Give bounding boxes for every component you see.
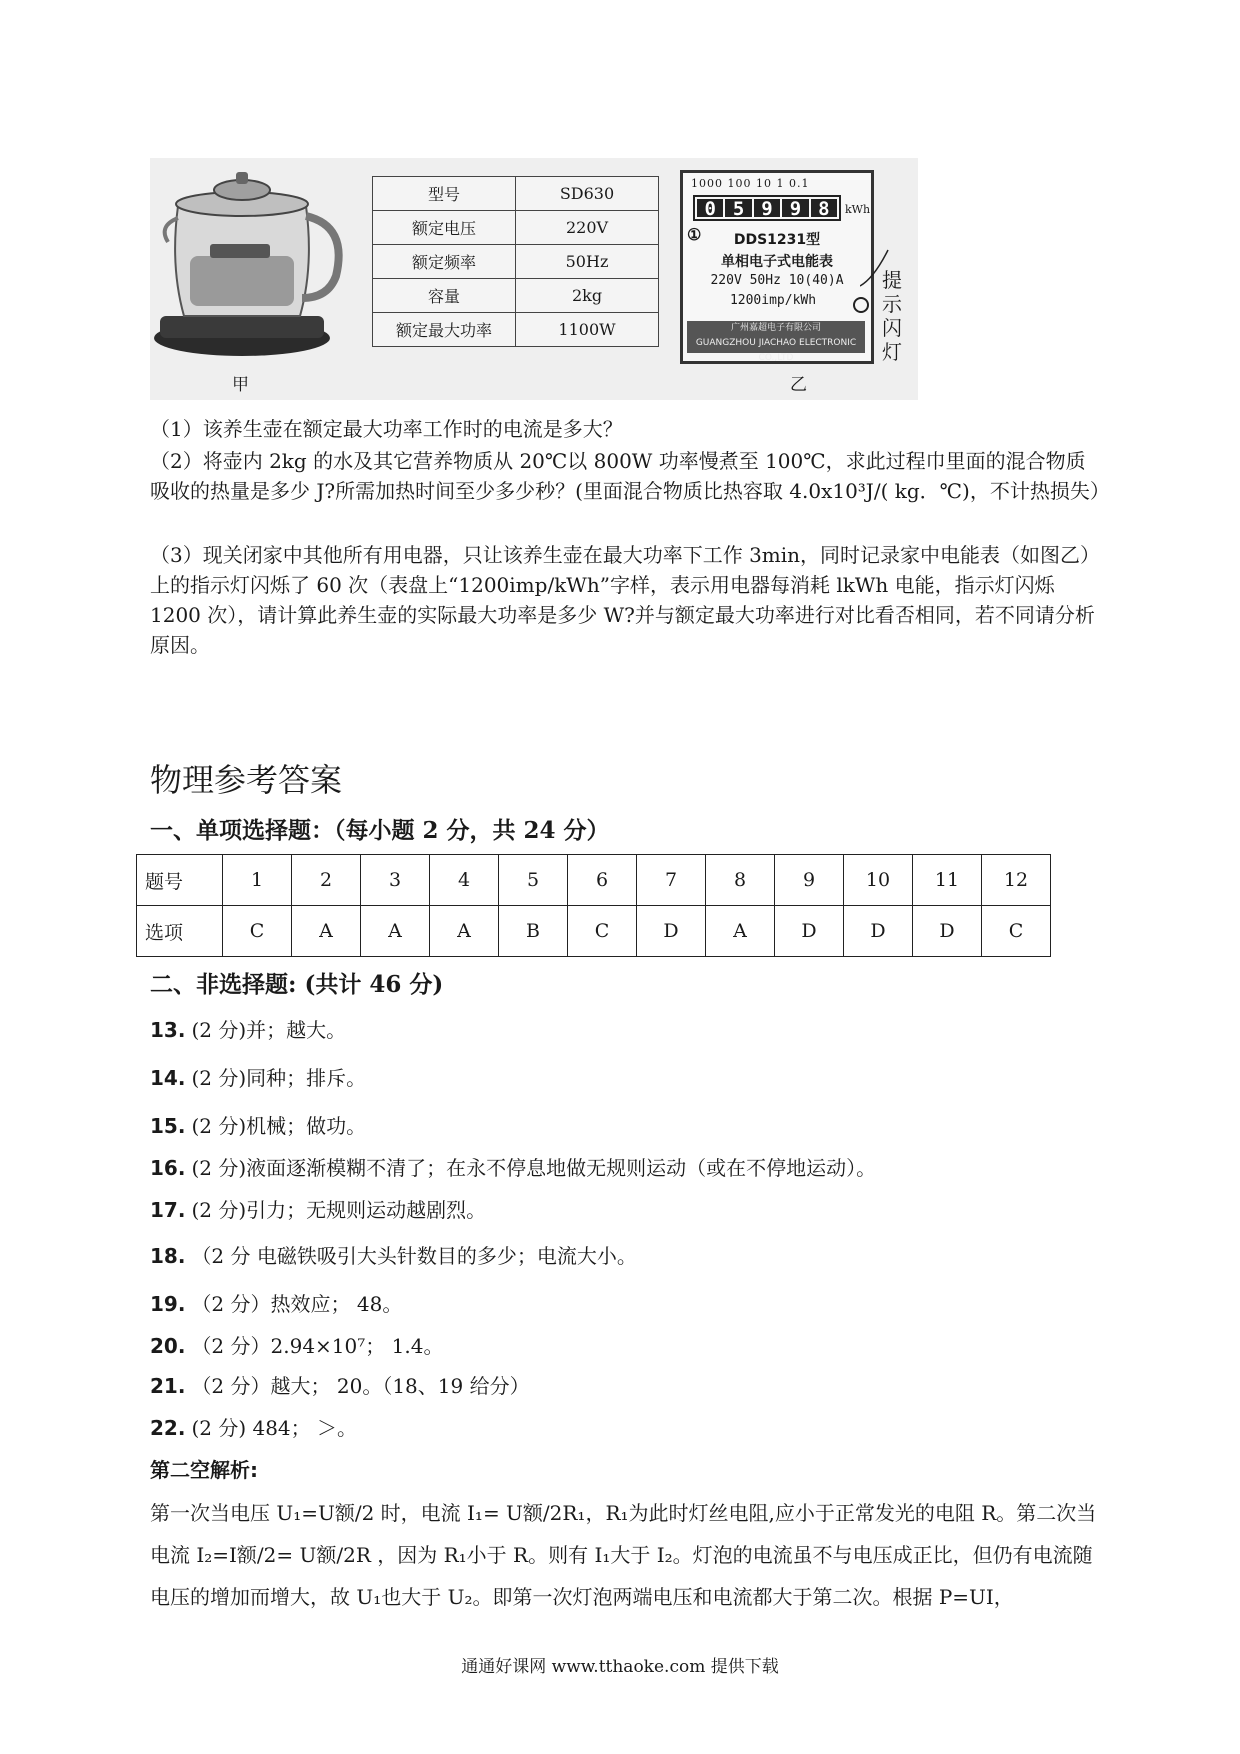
spec-value: 220V	[516, 211, 659, 245]
spec-row	[373, 313, 659, 347]
answer-text: (2 分)并；越大。	[191, 1018, 347, 1042]
answer-number: 22.	[150, 1416, 186, 1440]
question-number: 4	[430, 855, 499, 906]
question-number: 2	[292, 855, 361, 906]
answer-number: 21.	[150, 1374, 186, 1398]
answer-item	[150, 1016, 346, 1044]
answer-choice: D	[844, 906, 913, 957]
answer-choice-row	[137, 906, 1051, 957]
explanation-text: 第一次当电压 U₁=U额/2 时，电流 I₁= U额/2R₁，R₁为此时灯丝电阻,应小于正常发光的电阻 R。第二次当电流 I₂=I额/2= U额/2R ，因为 R₁小于 R。则有 I₁大于 I₂。灯泡的电流虽不与电压成正比，但仍有电流随电压的增加而增大，故 U₁也大于 U₂。即第一次灯泡两端电压和电流都大于第二次。根据 P=UI，	[150, 1501, 1097, 1609]
answer-choice: C	[568, 906, 637, 957]
answer-choice: A	[292, 906, 361, 957]
answer-text: (2 分)机械；做功。	[191, 1114, 367, 1138]
spec-value: 1100W	[516, 313, 659, 347]
meter-digit: 9	[754, 199, 780, 217]
meter-digits	[693, 195, 841, 221]
answer-number: 19.	[150, 1292, 186, 1316]
answer-choice: D	[637, 906, 706, 957]
answer-number: 20.	[150, 1334, 186, 1358]
answer-item	[150, 1154, 876, 1182]
question-number: 8	[706, 855, 775, 906]
answer-item	[150, 1372, 530, 1400]
answer-choice: D	[913, 906, 982, 957]
answer-number: 16.	[150, 1156, 186, 1180]
figure-label-yi: 乙	[790, 375, 807, 395]
question-number: 12	[982, 855, 1051, 906]
flash-lamp-label: 提示闪灯	[882, 268, 902, 364]
row-head: 选项	[137, 906, 223, 957]
answer-choice: B	[499, 906, 568, 957]
meter-maker	[687, 321, 865, 363]
spec-row	[373, 245, 659, 279]
answer-text: （2 分）2.94×10⁷； 1.4。	[191, 1334, 444, 1358]
meter-digit: 0	[697, 199, 723, 217]
page-footer: 通通好课网 www.tthaoke.com 提供下载	[461, 1657, 779, 1677]
meter-rating: 220V 50Hz 10(40)A	[710, 273, 844, 288]
answer-text: （2 分）越大； 20。（18、19 给分）	[191, 1374, 530, 1398]
answer-number: 18.	[150, 1244, 186, 1268]
question-number: 11	[913, 855, 982, 906]
question-figure	[150, 158, 918, 400]
answer-text: （2 分）热效应； 48。	[191, 1292, 403, 1316]
answer-choice: C	[223, 906, 292, 957]
spec-key: 容量	[373, 279, 516, 313]
spec-key: 额定频率	[373, 245, 516, 279]
meter-maker-en: GUANGZHOU JIACHAO ELECTRONIC CO.,LTD	[695, 338, 857, 363]
explanation-title: 第二空解析:	[150, 1458, 258, 1482]
answer-item	[150, 1196, 486, 1224]
spec-row	[373, 177, 659, 211]
spec-value: SD630	[516, 177, 659, 211]
spec-key: 额定最大功率	[373, 313, 516, 347]
meter-digit: 5	[725, 199, 751, 217]
energy-meter	[680, 170, 874, 364]
meter-maker-cn: 广州嘉超电子有限公司	[730, 323, 821, 333]
answer-table	[136, 854, 1051, 957]
meter-name: 单相电子式电能表	[721, 254, 833, 270]
answer-choice: A	[361, 906, 430, 957]
section-1-heading: 一、单项选择题：（每小题 2 分，共 24 分）	[150, 817, 610, 844]
answer-text: (2 分)同种；排斥。	[191, 1066, 367, 1090]
figure-label-jia: 甲	[232, 375, 249, 395]
answer-text: （2 分 电磁铁吸引大头针数目的多少；电流大小。	[191, 1244, 637, 1268]
answer-number: 15.	[150, 1114, 186, 1138]
meter-imp: 1200imp/kWh	[729, 293, 817, 308]
answer-choice: C	[982, 906, 1051, 957]
kettle-image	[150, 166, 350, 362]
question-number: 5	[499, 855, 568, 906]
answer-item	[150, 1332, 443, 1360]
spec-key: 型号	[373, 177, 516, 211]
meter-circle-mark: ①	[687, 225, 702, 244]
spec-key: 额定电压	[373, 211, 516, 245]
section-2-heading: 二、非选择题: (共计 46 分)	[150, 971, 444, 998]
meter-unit: kWh	[845, 203, 871, 216]
answer-text: (2 分)引力；无规则运动越剧烈。	[191, 1198, 487, 1222]
answer-number-row	[137, 855, 1051, 906]
answer-number: 17.	[150, 1198, 186, 1222]
question-2: （2）将壶内 2kg 的水及其它营养物质从 20℃以 800W 功率慢煮至 100℃，求此过程巾里面的混合物质吸收的热量是多少 J?所需加热时间至少多少秒？(里面混合物质比热容取 4.0x10³J/( kg．℃)，不计热损失）	[150, 449, 1110, 503]
question-3: （3）现关闭家中其他所有用电器，只让该养生壶在最大功率下工作 3min，同时记录家中电能表（如图乙）上的指示灯闪烁了 60 次（表盘上“1200imp/kWh”字样，表示用电器每消耗 lkWh 电能，指示灯闪烁 1200 次），请计算此养生壶的实际最大功率是多少 W?并与额定最大功率进行对比看否相同，若不同请分析原因。	[150, 543, 1095, 657]
question-number: 3	[361, 855, 430, 906]
answer-item	[150, 1242, 637, 1270]
answer-choice: A	[430, 906, 499, 957]
spec-row	[373, 211, 659, 245]
answer-item	[150, 1112, 366, 1140]
question-1: （1）该养生壶在额定最大功率工作时的电流是多大？	[150, 417, 623, 441]
answer-title: 物理参考答案	[150, 761, 343, 799]
question-number: 7	[637, 855, 706, 906]
spec-value: 2kg	[516, 279, 659, 313]
answer-text: (2 分) 484； ＞。	[191, 1416, 358, 1440]
answer-text: (2 分)液面逐渐模糊不清了；在永不停息地做无规则运动（或在不停地运动）。	[191, 1156, 877, 1180]
answer-item	[150, 1290, 402, 1318]
spec-table	[372, 176, 659, 347]
question-number: 10	[844, 855, 913, 906]
answer-choice: A	[706, 906, 775, 957]
question-number: 9	[775, 855, 844, 906]
answer-item	[150, 1414, 357, 1442]
answer-number: 13.	[150, 1018, 186, 1042]
row-head: 题号	[137, 855, 223, 906]
answer-choice: D	[775, 906, 844, 957]
spec-value: 50Hz	[516, 245, 659, 279]
meter-digit: 8	[811, 199, 837, 217]
question-number: 6	[568, 855, 637, 906]
meter-model: DDS1231型	[733, 232, 821, 248]
indicator-lamp-icon	[853, 297, 869, 313]
spec-row	[373, 279, 659, 313]
answer-item	[150, 1064, 366, 1092]
question-number: 1	[223, 855, 292, 906]
meter-scale: 1000 100 10 1 0.1	[691, 177, 810, 190]
answer-number: 14.	[150, 1066, 186, 1090]
meter-digit: 9	[782, 199, 808, 217]
